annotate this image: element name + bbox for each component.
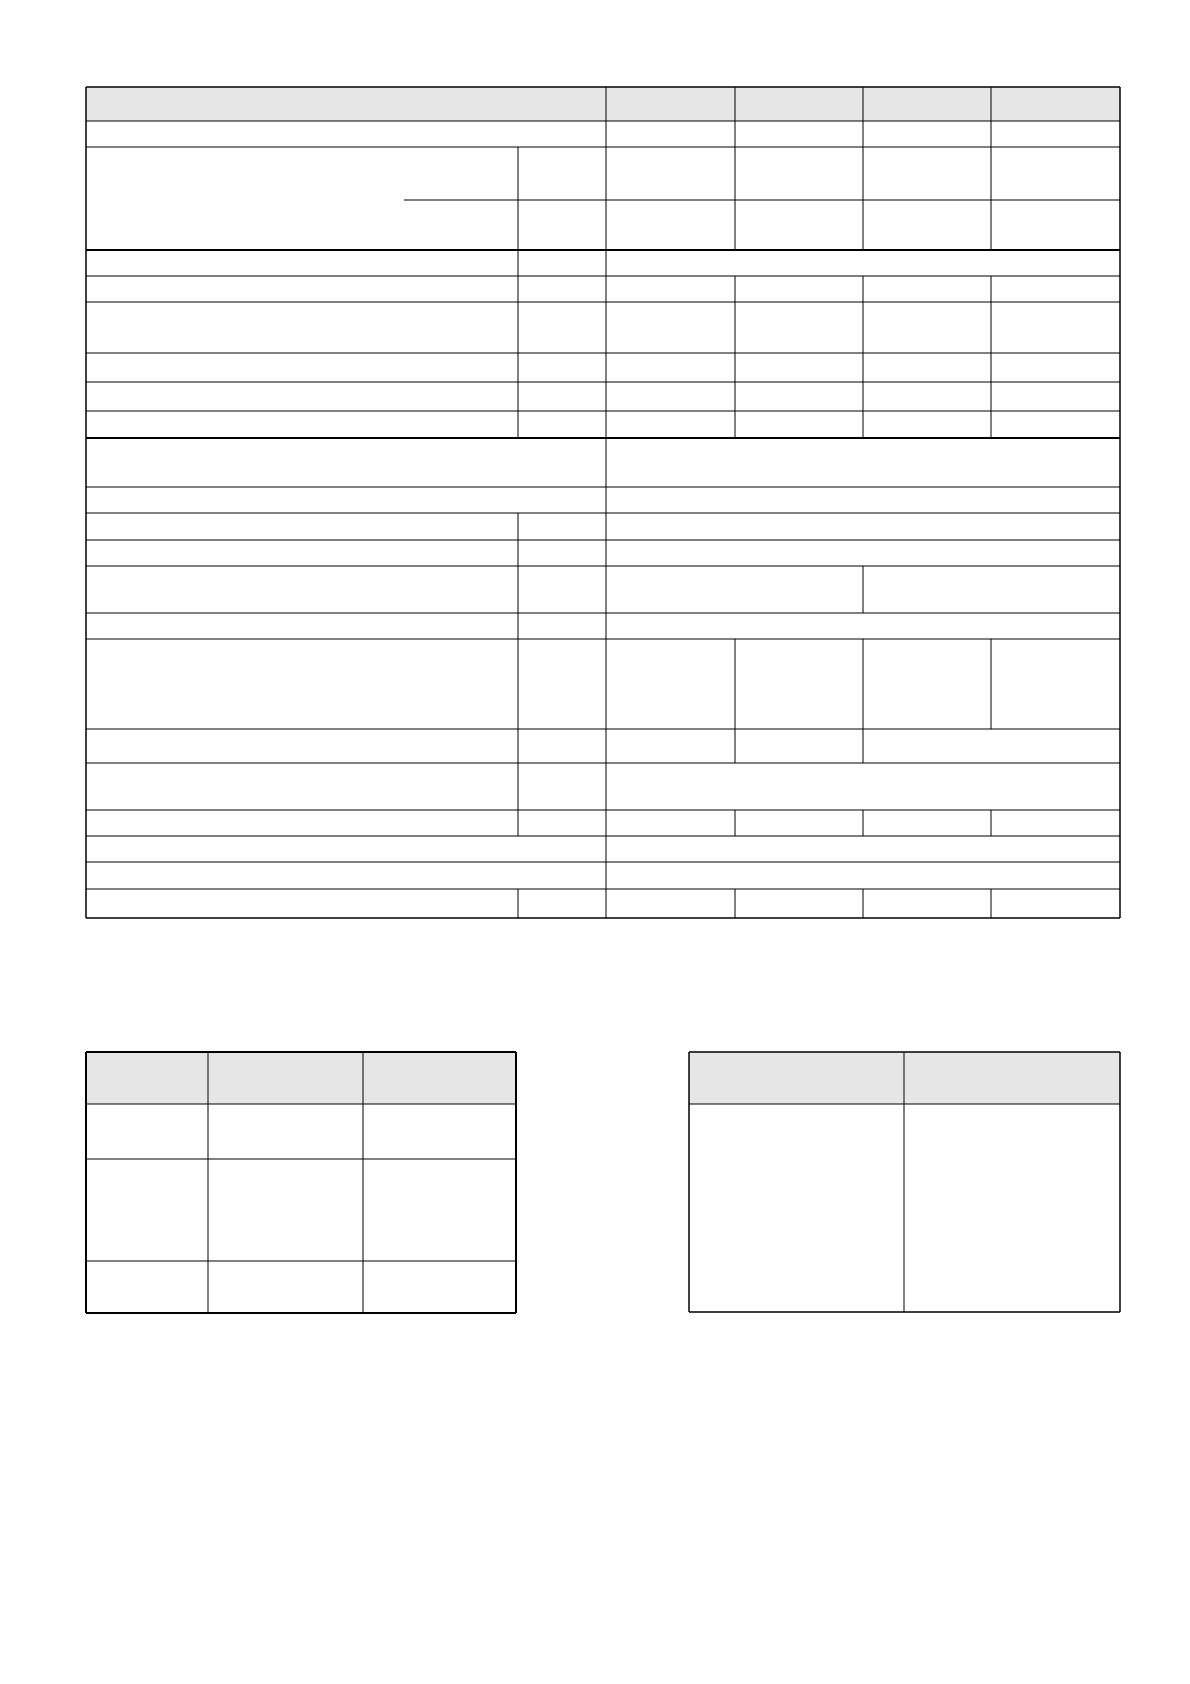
transport-table-header-row — [86, 1052, 516, 1104]
spec-table-column-rules — [518, 87, 991, 918]
noise-table — [689, 1052, 1120, 1312]
spec-table-header-row — [86, 87, 1120, 121]
transport-table — [86, 1052, 516, 1313]
spec-table-row-rules — [86, 121, 1120, 889]
spec-table — [86, 87, 1120, 918]
